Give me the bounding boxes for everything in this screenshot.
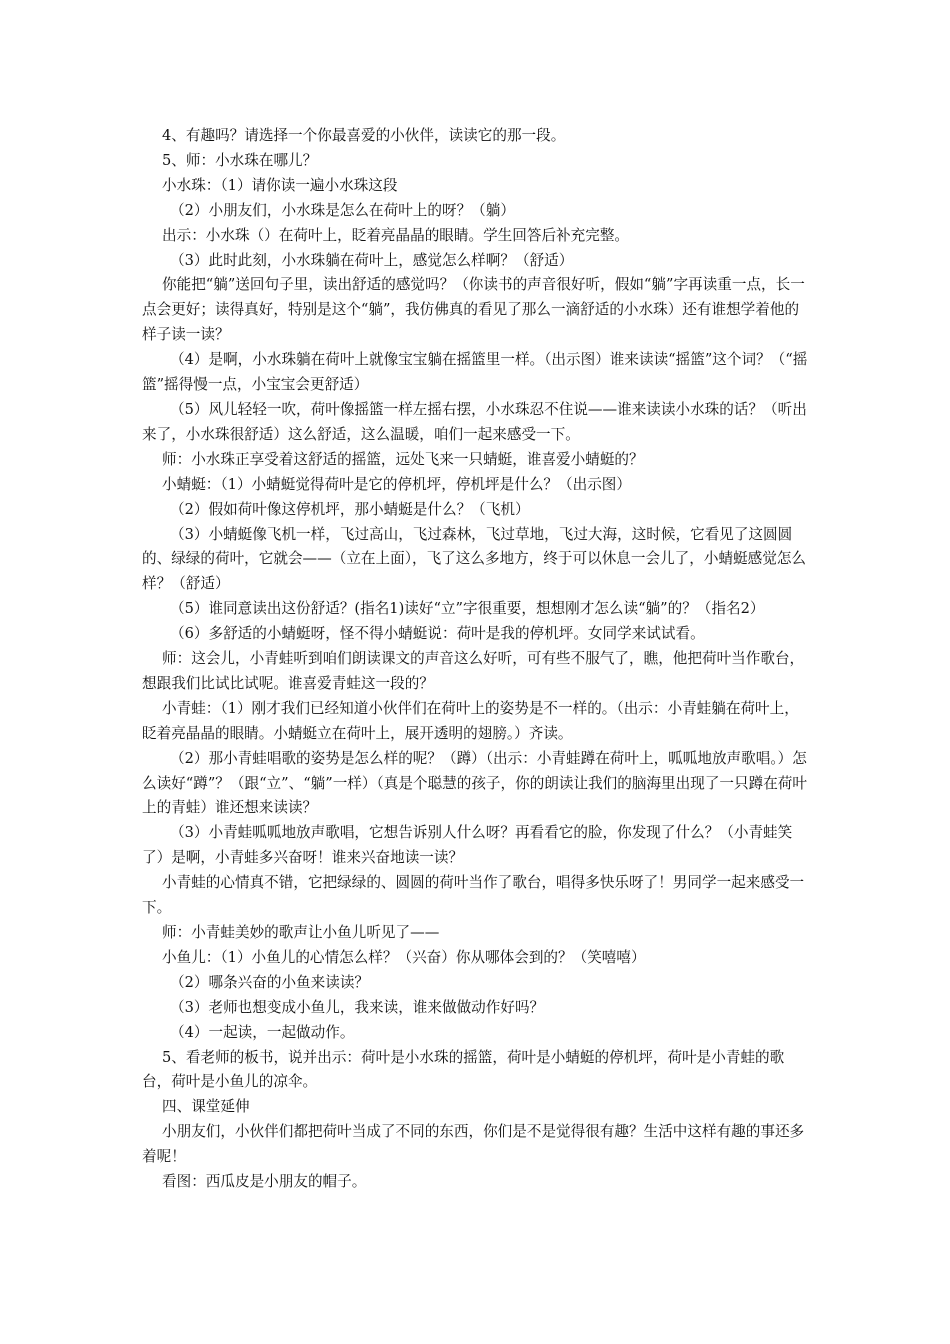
paragraph: （3）老师也想变成小鱼儿，我来读，谁来做做动作好吗？ xyxy=(170,998,545,1016)
paragraph: 看图：西瓜皮是小朋友的帽子。 xyxy=(162,1173,367,1191)
paragraph: 出示：小水珠（）在荷叶上，眨着亮晶晶的眼睛。学生回答后补充完整。 xyxy=(162,226,630,244)
paragraph: （2）假如荷叶像这停机坪，那小蜻蜓是什么？（飞机） xyxy=(170,500,530,518)
paragraph: 小青蛙：（1）刚才我们已经知道小伙伴们在荷叶上的姿势是不一样的。（出示：小青蛙躺在荷叶上，眨着亮晶晶的眼睛。小蜻蜓立在荷叶上，展开透明的翅膀。）齐读。 xyxy=(142,699,799,742)
paragraph: （4）一起读，一起做动作。 xyxy=(170,1023,355,1041)
paragraph: 师：小水珠正享受着这舒适的摇篮，远处飞来一只蜻蜓，谁喜爱小蜻蜓的？ xyxy=(162,450,644,468)
paragraph: 你能把“躺”送回句子里，读出舒适的感觉吗？（你读书的声音很好听，假如“躺”字再读重一点，长一点会更好；读得真好，特别是这个“躺”，我仿佛真的看见了那么一滴舒适的小水珠）还有谁想学着他的样子读一读？ xyxy=(142,276,805,344)
section-heading: 四、课堂延伸 xyxy=(162,1098,250,1116)
paragraph: 小青蛙的心情真不错，它把绿绿的、圆圆的荷叶当作了歌台，唱得多快乐呀了！男同学一起来感受一下。 xyxy=(142,874,805,917)
paragraph: （6）多舒适的小蜻蜓呀，怪不得小蜻蜓说：荷叶是我的停机坪。女同学来试试看。 xyxy=(170,625,705,643)
paragraph: 小蜻蜓：（1）小蜻蜓觉得荷叶是它的停机坪，停机坪是什么？（出示图） xyxy=(162,475,631,493)
paragraph: （2）小朋友们，小水珠是怎么在荷叶上的呀？（躺） xyxy=(170,201,515,219)
paragraph: 小水珠：（1）请你读一遍小水珠这段 xyxy=(162,176,398,194)
paragraph: （2）那小青蛙唱歌的姿势是怎么样的呢？（蹲）（出示：小青蛙蹲在荷叶上，呱呱地放声歌唱。）怎么读好“蹲”？（跟“立”、“躺”一样）（真是个聪慧的孩子，你的朗读让我们的脑海里出现了一只蹲在荷叶上的青蛙）谁还想来读读？ xyxy=(142,749,807,817)
paragraph: （5）风儿轻轻一吹，荷叶像摇篮一样左摇右摆，小水珠忍不住说——谁来读读小水珠的话？（听出来了，小水珠很舒适）这么舒适，这么温暖，咱们一起来感受一下。 xyxy=(142,400,807,443)
paragraph: （4）是啊，小水珠躺在荷叶上就像宝宝躺在摇篮里一样。（出示图）谁来读读“摇篮”这个词？（“摇篮”摇得慢一点，小宝宝会更舒适） xyxy=(142,351,808,394)
paragraph: （5）谁同意读出这份舒适？(指名1)读好“立”字很重要，想想刚才怎么读“躺”的？（指名2） xyxy=(170,600,765,618)
paragraph: 师：这会儿，小青蛙听到咱们朗读课文的声音这么好听，可有些不服气了，瞧，他把荷叶当作歌台，想跟我们比试比试呢。谁喜爱青蛙这一段的？ xyxy=(142,650,805,692)
paragraph: 5、看老师的板书，说并出示：荷叶是小水珠的摇篮，荷叶是小蜻蜓的停机坪，荷叶是小青蛙的歌台，荷叶是小鱼儿的凉伞。 xyxy=(142,1048,785,1091)
paragraph: （3）小蜻蜓像飞机一样，飞过高山，飞过森林，飞过草地，飞过大海，这时候，它看见了这圆圆的、绿绿的荷叶，它就会——（立在上面），飞了这么多地方，终于可以休息一会儿了，小蜻蜓感觉怎么样？（舒适） xyxy=(142,525,807,593)
document-body xyxy=(142,124,812,1195)
paragraph: 小朋友们，小伙伴们都把荷叶当成了不同的东西，你们是不是觉得很有趣？生活中这样有趣的事还多着呢！ xyxy=(142,1123,805,1166)
paragraph: 5、师：小水珠在哪儿？ xyxy=(162,151,318,169)
paragraph: （2）哪条兴奋的小鱼来读读？ xyxy=(170,973,370,991)
paragraph: （3）此时此刻，小水珠躺在荷叶上，感觉怎么样啊？（舒适） xyxy=(170,251,574,269)
paragraph: 师：小青蛙美妙的歌声让小鱼儿听见了—— xyxy=(162,924,440,941)
paragraph: 小鱼儿：（1）小鱼儿的心情怎么样？（兴奋）你从哪体会到的？（笑嘻嘻） xyxy=(162,948,646,966)
paragraph: （3）小青蛙呱呱地放声歌唱，它想告诉别人什么呀？再看看它的脸，你发现了什么？（小青蛙笑了）是啊，小青蛙多兴奋呀！谁来兴奋地读一读？ xyxy=(142,824,793,867)
paragraph: 4、有趣吗？请选择一个你最喜爱的小伙伴，读读它的那一段。 xyxy=(162,127,566,144)
